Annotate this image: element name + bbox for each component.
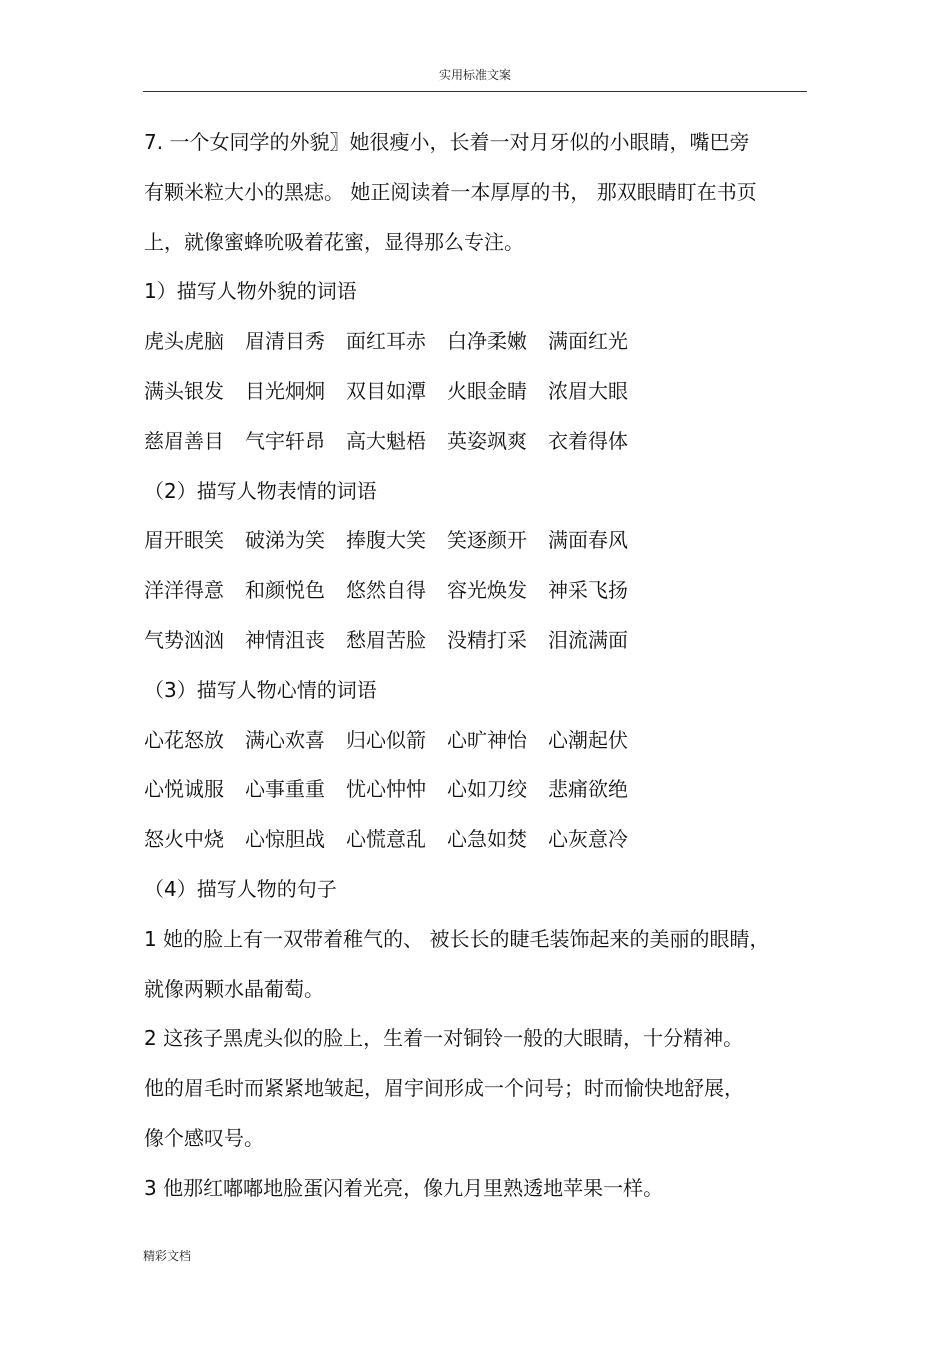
text-line: 上，就像蜜蜂吮吸着花蜜，显得那么专注。 (144, 229, 524, 254)
word-item: 虎头虎脑 (144, 329, 224, 354)
word-item: 满头银发 (144, 378, 224, 403)
word-item: 眉开眼笑 (144, 528, 224, 553)
word-item: 破涕为笑 (245, 528, 325, 553)
word-item: 忧心忡忡 (346, 777, 426, 802)
text-line: 3 他那红嘟嘟地脸蛋闪着光亮，像九月里熟透地苹果一样。 (144, 1175, 664, 1200)
word-item: 愁眉苦脸 (346, 627, 426, 652)
word-item: 心慌意乱 (346, 827, 426, 852)
word-item: 心潮起伏 (548, 727, 628, 752)
word-item: 洋洋得意 (144, 578, 224, 603)
word-item: 双目如潭 (346, 378, 426, 403)
text-line: 他的眉毛时而紧紧地皱起，眉宇间形成一个问号；时而愉快地舒展， (144, 1076, 744, 1101)
word-row (144, 522, 809, 572)
text-line: （2）描写人物表情的词语 (144, 478, 377, 503)
text-line: 1）描写人物外貌的词语 (144, 279, 357, 304)
word-item: 怒火中烧 (144, 827, 224, 852)
word-item: 悠然自得 (346, 578, 426, 603)
word-item: 目光炯炯 (245, 378, 325, 403)
text-line: 1 她的脸上有一双带着稚气的、 被长长的睫毛装饰起来的美丽的眼睛， (144, 926, 770, 951)
word-item: 火眼金睛 (447, 378, 527, 403)
document-body (144, 124, 809, 1220)
word-item: 英姿飒爽 (447, 428, 527, 453)
word-item: 笑逐颜开 (447, 528, 527, 553)
word-item: 气宇轩昂 (245, 428, 325, 453)
text-line: 7. 一个女同学的外貌〗她很瘦小，长着一对月牙似的小眼睛，嘴巴旁 (144, 130, 750, 154)
text-line: （4）描写人物的句子 (144, 876, 337, 901)
word-item: 神采飞扬 (548, 578, 628, 603)
word-item: 满面红光 (548, 329, 628, 354)
word-row (144, 572, 809, 622)
word-item: 白净柔嫩 (447, 329, 527, 354)
word-item: 心旷神怡 (447, 727, 527, 752)
word-row (144, 622, 809, 672)
word-item: 归心似箭 (346, 727, 426, 752)
word-row (144, 821, 809, 871)
word-item: 眉清目秀 (245, 329, 325, 354)
word-item: 气势汹汹 (144, 627, 224, 652)
text-line: 有颗米粒大小的黑痣。 她正阅读着一本厚厚的书， 那双眼睛盯在书页 (144, 179, 757, 204)
word-item: 心灰意冷 (548, 827, 628, 852)
word-row (144, 722, 809, 772)
word-row (144, 771, 809, 821)
word-row (144, 423, 809, 473)
page-footer: 精彩文档 (143, 1249, 192, 1263)
header-divider (143, 91, 807, 92)
word-item: 高大魁梧 (346, 428, 426, 453)
word-item: 满心欢喜 (245, 727, 325, 752)
word-item: 满面春风 (548, 528, 628, 553)
word-row (144, 323, 809, 373)
word-item: 慈眉善目 (144, 428, 224, 453)
word-item: 浓眉大眼 (548, 378, 628, 403)
word-item: 心花怒放 (144, 727, 224, 752)
word-item: 泪流满面 (548, 627, 628, 652)
word-item: 捧腹大笑 (346, 528, 426, 553)
word-row (144, 373, 809, 423)
word-item: 面红耳赤 (346, 329, 426, 354)
page-header: 实用标准文案 (438, 68, 511, 82)
word-item: 心事重重 (245, 777, 325, 802)
word-item: 没精打采 (447, 627, 527, 652)
text-line: 像个感叹号。 (144, 1125, 264, 1150)
word-item: 容光焕发 (447, 578, 527, 603)
word-item: 心如刀绞 (447, 777, 527, 802)
text-line: （3）描写人物心情的词语 (144, 677, 377, 702)
text-line: 就像两颗水晶葡萄。 (144, 976, 324, 1001)
text-line: 2 这孩子黑虎头似的脸上，生着一对铜铃一般的大眼睛，十分精神。 (144, 1026, 744, 1051)
word-item: 悲痛欲绝 (548, 777, 628, 802)
word-item: 心急如焚 (447, 827, 527, 852)
word-item: 衣着得体 (548, 428, 628, 453)
word-item: 和颜悦色 (245, 578, 325, 603)
word-item: 心悦诚服 (144, 777, 224, 802)
word-item: 神情沮丧 (245, 627, 325, 652)
word-item: 心惊胆战 (245, 827, 325, 852)
